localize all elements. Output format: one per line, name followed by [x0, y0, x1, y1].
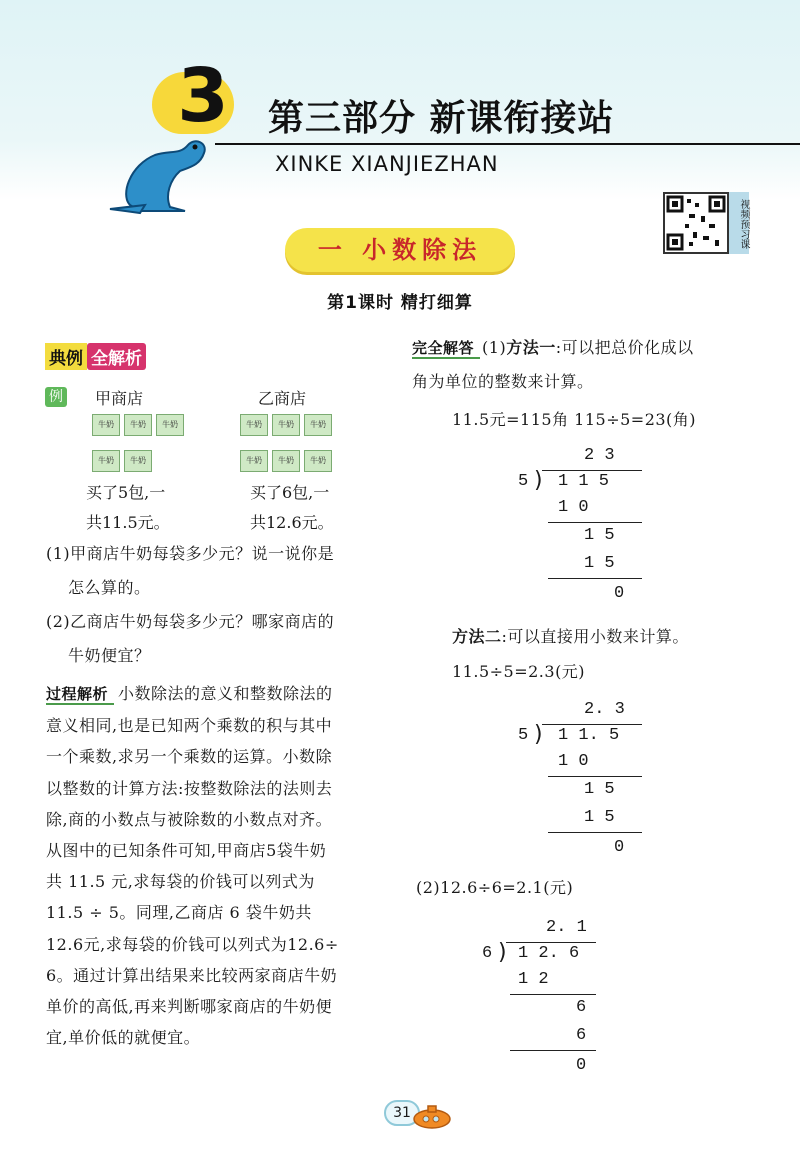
- milk-pack-icon: 牛奶: [304, 450, 332, 472]
- milk-pack-icon: 牛奶: [92, 450, 120, 472]
- remainder: 0: [576, 1056, 587, 1075]
- analysis-line: 从图中的已知条件可知,甲商店5袋牛奶: [46, 841, 327, 861]
- example-tag-part1: 典例: [45, 343, 87, 370]
- caption-line: 共12.6元。: [250, 513, 334, 532]
- store-a-caption: [86, 478, 170, 538]
- answer-line: 角为单位的整数来计算。: [412, 372, 594, 391]
- store-b-name: 乙商店: [258, 389, 307, 408]
- divisor: 5: [518, 726, 529, 745]
- caption-line: 买了6包,一: [250, 483, 330, 502]
- question-line: 怎么算的。: [68, 578, 151, 597]
- division-step: 1 5: [584, 526, 615, 545]
- dividend: 1 1. 5: [558, 726, 620, 745]
- division-step: 6: [576, 998, 587, 1017]
- analysis-line: 意义相同,也是已知两个乘数的积与其中: [46, 716, 333, 736]
- division-step: 1 5: [584, 554, 615, 573]
- method2-formula: 11.5÷5=2.3(元): [452, 662, 586, 681]
- question-line: 牛奶便宜？: [68, 646, 151, 665]
- method1-title: 方法一: [506, 338, 556, 357]
- division-bar: [506, 942, 596, 943]
- answer-line: [412, 331, 772, 365]
- analysis-line: 6。通过计算出结果来比较两家商店牛奶: [46, 965, 338, 985]
- long-division-3: [476, 918, 606, 1078]
- division-step: 6: [576, 1026, 587, 1045]
- page-number: 31: [384, 1100, 420, 1126]
- division-line: [548, 522, 642, 523]
- qr-code[interactable]: [663, 192, 729, 254]
- part-title: 第三部分 新课衔接站: [268, 98, 615, 139]
- division-bar: [542, 724, 642, 725]
- analysis-label: 过程解析: [46, 685, 114, 705]
- divisor: 6: [482, 944, 493, 963]
- long-division-2: [512, 700, 642, 860]
- milk-pack-icon: 牛奶: [272, 450, 300, 472]
- answer-intro: [412, 331, 772, 399]
- example-mark: 例: [45, 387, 67, 407]
- method1-text: :可以把总价化成以: [555, 338, 694, 357]
- remainder: 0: [614, 584, 625, 603]
- store-a-name: 甲商店: [95, 389, 144, 408]
- milk-pack-icon: 牛奶: [92, 414, 120, 436]
- analysis-line: 一个乘数,求另一个乘数的运算。小数除: [46, 747, 333, 767]
- division-line: [548, 776, 642, 777]
- analysis-line: 以整数的计算方法:按整数除法的法则去: [46, 778, 333, 798]
- method2-line: [452, 621, 689, 652]
- dividend: 1 2. 6: [518, 944, 580, 963]
- division-step: 1 0: [558, 752, 589, 771]
- analysis-line: 除,商的小数点与被除数的小数点对齐。: [46, 809, 333, 829]
- divisor: 5: [518, 472, 529, 491]
- remainder: 0: [614, 838, 625, 857]
- analysis-line: 12.6元,求每袋的价钱可以列式为12.6÷: [46, 934, 339, 954]
- division-step: 1 2: [518, 970, 549, 989]
- lesson-title: 第1课时 精打细算: [327, 293, 473, 313]
- division-bracket: ): [534, 468, 543, 493]
- method1-formula: 11.5元=115角 115÷5=23(角): [452, 410, 697, 429]
- division-bracket: ): [534, 722, 543, 747]
- division-bar: [542, 470, 642, 471]
- milk-pack-icon: 牛奶: [304, 414, 332, 436]
- seal-mascot-icon: [100, 125, 210, 215]
- division-line: [548, 832, 642, 833]
- division-bracket: ): [498, 940, 507, 965]
- question-line: (2)乙商店牛奶每袋多少元？哪家商店的: [46, 612, 335, 631]
- analysis: [46, 678, 396, 1053]
- analysis-text: 小数除法的意义和整数除法的: [118, 684, 333, 703]
- division-step: 1 5: [584, 808, 615, 827]
- analysis-first-line: [46, 678, 396, 710]
- banner-divider: [215, 143, 800, 145]
- part-number: 3: [177, 53, 229, 139]
- milk-pack-icon: 牛奶: [240, 450, 268, 472]
- quotient: 2. 3: [584, 700, 625, 719]
- division-line: [510, 1050, 596, 1051]
- analysis-line: 单价的高低,再来判断哪家商店的牛奶便: [46, 997, 333, 1017]
- store-b-caption: [250, 478, 334, 538]
- method2-text: :可以直接用小数来计算。: [501, 627, 689, 646]
- analysis-line: 宜,单价低的就便宜。: [46, 1028, 201, 1048]
- division-step: 1 0: [558, 498, 589, 517]
- caption-line: 共11.5元。: [86, 513, 170, 532]
- milk-pack-icon: 牛奶: [240, 414, 268, 436]
- answer-prefix: (1): [482, 338, 507, 357]
- milk-pack-icon: 牛奶: [124, 450, 152, 472]
- division-step: 1 5: [584, 780, 615, 799]
- dividend: 1 1 5: [558, 472, 610, 491]
- answer-label: 完全解答: [412, 339, 480, 359]
- question-line: (1)甲商店牛奶每袋多少元？说一说你是: [46, 544, 335, 563]
- analysis-line: 11.5 ÷ 5。同理,乙商店 6 袋牛奶共: [46, 903, 312, 923]
- part-subtitle: XINKE XIANJIEZHAN: [275, 152, 499, 176]
- milk-pack-icon: 牛奶: [272, 414, 300, 436]
- example-tag: [45, 343, 146, 369]
- quotient: 2. 1: [546, 918, 587, 937]
- questions: [46, 537, 396, 673]
- question2-formula: (2)12.6÷6=2.1(元): [416, 878, 574, 897]
- caption-line: 买了5包,一: [86, 483, 166, 502]
- chapter-title: 一 小数除法: [285, 228, 515, 272]
- submarine-icon: [410, 1103, 454, 1131]
- example-tag-part2: 全解析: [87, 343, 146, 370]
- milk-pack-icon: 牛奶: [156, 414, 184, 436]
- quotient: 2 3: [584, 446, 615, 465]
- analysis-line: 共 11.5 元,求每袋的价钱可以列式为: [46, 872, 315, 892]
- method2-title: 方法二: [452, 627, 502, 646]
- qr-tag: 视频预习课: [729, 192, 749, 254]
- division-line: [548, 578, 642, 579]
- division-line: [510, 994, 596, 995]
- long-division-1: [512, 446, 642, 606]
- milk-pack-icon: 牛奶: [124, 414, 152, 436]
